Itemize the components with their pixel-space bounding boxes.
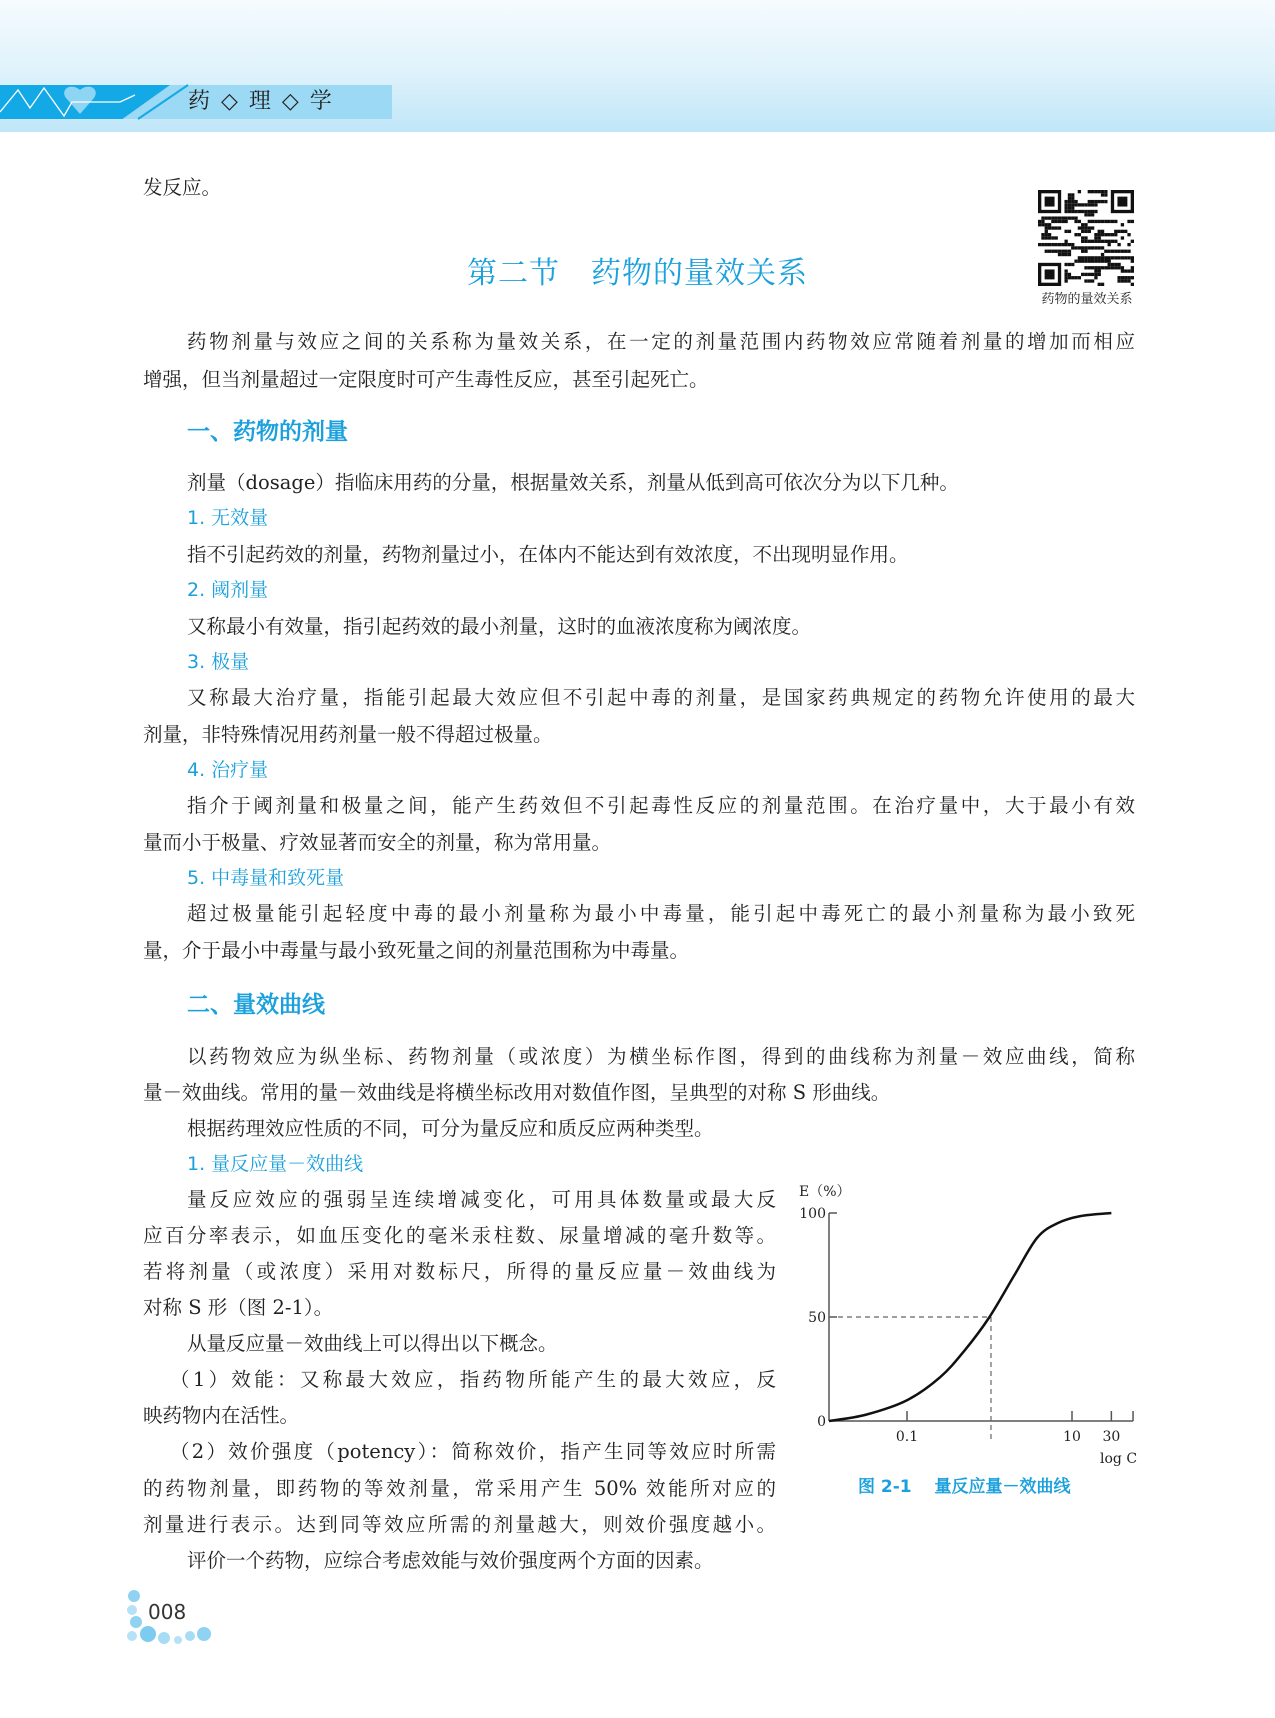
text-line: 应百分率表示，如血压变化的毫米汞柱数、尿量增减的毫升数等。 (143, 1224, 776, 1247)
text-line: 根据药理效应性质的不同，可分为量反应和质反应两种类型。 (187, 1117, 714, 1140)
text-line: 增强，但当剂量超过一定限度时可产生毒性反应，甚至引起死亡。 (143, 368, 709, 391)
y-tick-label: 50 (808, 1310, 826, 1326)
text-line: 量而小于极量、疗效显著而安全的剂量，称为常用量。 (143, 831, 612, 854)
subheading: 3. 极量 (187, 651, 250, 673)
text-line: 指介于阈剂量和极量之间，能产生药效但不引起毒性反应的剂量范围。在治疗量中，大于最小有效 (187, 794, 1135, 817)
text-line: 剂量，非特殊情况用药剂量一般不得超过极量。 (143, 723, 553, 746)
subheading: 4. 治疗量 (187, 759, 269, 781)
y-axis-label: E（%） (799, 1184, 851, 1200)
subheading: 2. 阈剂量 (187, 579, 269, 601)
text-line: 药物剂量与效应之间的关系称为量效关系，在一定的剂量范围内药物效应常随着剂量的增加而相应 (187, 330, 1135, 353)
y-tick-label: 0 (817, 1414, 826, 1430)
text-line: 量－效曲线。常用的量－效曲线是将横坐标改用对数值作图，呈典型的对称 S 形曲线。 (143, 1081, 891, 1104)
book-title: 药 ◇ 理 ◇ 学 (188, 89, 334, 114)
text-line: 量反应效应的强弱呈连续增减变化，可用具体数量或最大反 (187, 1188, 776, 1211)
text-line: 剂量进行表示。达到同等效应所需的剂量越大，则效价强度越小。 (143, 1513, 776, 1536)
heading: 一、药物的剂量 (187, 418, 348, 445)
text-line: 发反应。 (143, 176, 222, 199)
text-line: （1）效能：又称最大效应，指药物所能产生的最大效应，反 (170, 1368, 776, 1391)
text-line: 若将剂量（或浓度）采用对数标尺，所得的量反应量－效曲线为 (143, 1260, 776, 1283)
text-line: 对称 S 形（图 2-1）。 (143, 1296, 334, 1319)
x-tick-label: 0.1 (895, 1429, 919, 1445)
page-number: 008 (148, 1600, 187, 1624)
dose-response-curve (829, 1213, 1111, 1421)
y-tick-label: 100 (799, 1206, 826, 1222)
subheading: 1. 无效量 (187, 507, 269, 529)
text-line: 又称最小有效量，指引起药效的最小剂量，这时的血液浓度称为阈浓度。 (187, 615, 812, 638)
text-line: 映药物内在活性。 (143, 1404, 300, 1427)
text-line: 的药物剂量，即药物的等效剂量，常采用产生 50% 效能所对应的 (143, 1477, 776, 1500)
figure-caption: 图 2-1 量反应量－效曲线 (858, 1477, 1071, 1497)
text-line: 超过极量能引起轻度中毒的最小剂量称为最小中毒量，能引起中毒死亡的最小剂量称为最小致死 (187, 902, 1135, 925)
text-line: 量，介于最小中毒量与最小致死量之间的剂量范围称为中毒量。 (143, 939, 690, 962)
subheading: 5. 中毒量和致死量 (187, 867, 345, 889)
subheading: 1. 量反应量－效曲线 (187, 1153, 364, 1175)
text-line: 又称最大治疗量，指能引起最大效应但不引起中毒的剂量，是国家药典规定的药物允许使用的最大 (187, 686, 1135, 709)
heading: 二、量效曲线 (187, 991, 325, 1018)
ec50-guide (829, 1317, 991, 1441)
qr-caption: 药物的量效关系 (1041, 292, 1133, 307)
text-line: 指不引起药效的剂量，药物剂量过小，在体内不能达到有效浓度，不出现明显作用。 (187, 543, 909, 566)
text-line: 评价一个药物，应综合考虑效能与效价强度两个方面的因素。 (187, 1549, 714, 1572)
x-tick-label: 30 (1102, 1429, 1121, 1445)
text-line: 剂量（dosage）指临床用药的分量，根据量效关系，剂量从低到高可依次分为以下几种。 (187, 471, 959, 494)
text-line: 从量反应量－效曲线上可以得出以下概念。 (187, 1332, 558, 1355)
x-tick-label: 10 (1063, 1429, 1081, 1445)
text-line: （2）效价强度（potency）：简称效价，指产生同等效应时所需 (170, 1440, 776, 1463)
text-line: 以药物效应为纵坐标、药物剂量（或浓度）为横坐标作图，得到的曲线称为剂量－效应曲线，简称 (187, 1045, 1135, 1068)
x-axis-label: log C (1100, 1451, 1138, 1467)
section-title: 第二节 药物的量效关系 (467, 256, 808, 291)
